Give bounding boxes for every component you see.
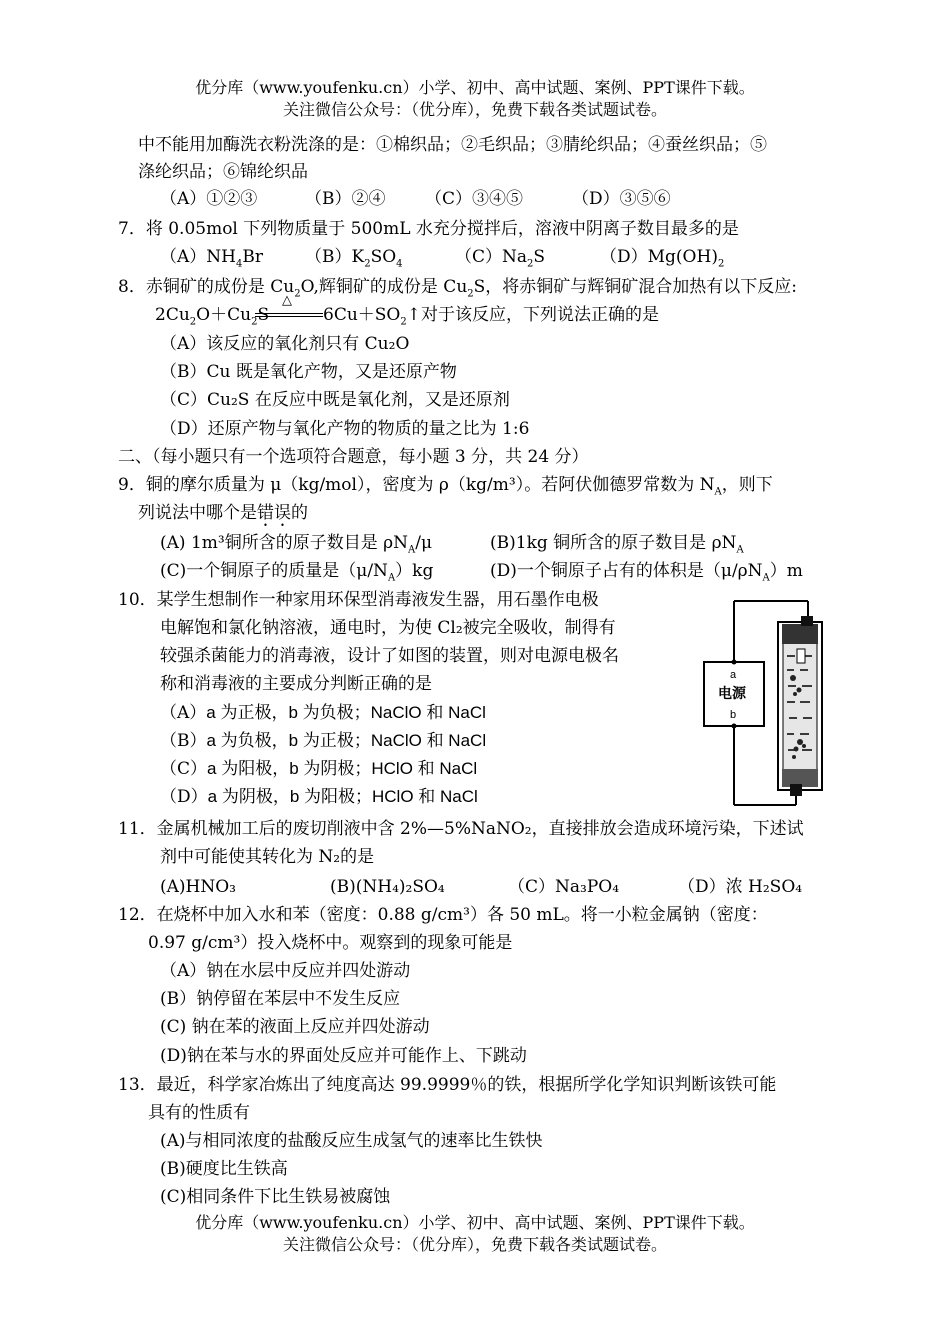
terminal-b-label: b <box>730 709 737 721</box>
q10-option-c: （C）a 为阳极，b 为阴极；HClO 和 NaCl <box>160 759 478 779</box>
q12-option-d: (D)钠在苯与水的界面处反应并可能作上、下跳动 <box>160 1046 527 1066</box>
q11-option-d: （D）浓 H₂SO₄ <box>678 877 803 897</box>
q11-stem-line1: 11．金属机械加工后的废切削液中含 2%—5%NaNO₂，直接排放会造成环境污染，下述试 <box>118 819 804 839</box>
q8-stem: 8．赤铜矿的成份是 $Cu_2O$,辉铜矿的成份是 $Cu_2S$，将赤铜矿与辉铜矿混合加热有以下反应: <box>118 277 798 300</box>
terminal-a-dot <box>732 660 737 665</box>
q10-stem-line1: 10．某学生想制作一种家用环保型消毒液发生器，用石墨作电极 <box>118 590 599 610</box>
header-line-2: 关注微信公众号：（优分库），免费下载各类试题试卷。 <box>282 100 667 119</box>
q11-stem-line2: 剂中可能使其转化为 N₂的是 <box>160 847 375 867</box>
q10-stem-line3: 较强杀菌能力的消毒液，设计了如图的装置，则对电源电极名 <box>160 646 619 666</box>
q13-option-b: (B)硬度比生铁高 <box>160 1159 288 1179</box>
q9-stem-line2: 列说法中哪个是错误的 <box>138 503 308 523</box>
q6-option-c: （C）③④⑤ <box>425 189 524 209</box>
terminal-b-dot <box>732 724 737 729</box>
q6-option-d: （D）③⑤⑥ <box>572 189 671 209</box>
q10-stem-line2: 电解饱和氯化钠溶液，通电时，为使 Cl₂被完全吸收，制得有 <box>160 618 616 638</box>
q13-stem-line1: 13．最近，科学家冶炼出了纯度高达 99.9999％的铁，根据所学化学知识判断该铁可能 <box>118 1075 777 1095</box>
q9-stem-line1: 9．铜的摩尔质量为 μ（kg/mol），密度为 ρ（kg/m³）。若阿伏伽德罗常数为 $N_A$，则下 <box>118 475 773 498</box>
q13-option-a: (A)与相同浓度的盐酸反应生成氢气的速率比生铁快 <box>160 1131 543 1151</box>
q8-equation-left: $2Cu_2O+Cu_2S$ <box>155 305 270 328</box>
section-2-heading: 二、（每小题只有一个选项符合题意，每小题 3 分，共 24 分） <box>118 447 589 467</box>
q10-option-a: （A）a 为正极，b 为负极；NaClO 和 NaCl <box>160 703 486 723</box>
q10-stem-line4: 称和消毒液的主要成分判断正确的是 <box>160 674 432 694</box>
q7-option-c: $(C)Na_2S$ <box>455 247 546 270</box>
terminal-a-label: a <box>730 669 737 681</box>
q8-option-c: （C）Cu₂S 在反应中既是氧化剂，又是还原剂 <box>160 390 510 410</box>
power-source-label: 电源 <box>718 685 746 701</box>
header-line-1: 优分库（www.youfenku.cn）小学、初中、高中试题、案例、PPT课件下载。 <box>195 78 755 97</box>
q7-option-d: $(D)Mg(OH)_2$ <box>600 247 725 270</box>
q6-stem-line1: 中不能用加酶洗衣粉洗涤的是：①棉织品；②毛织品；③腈纶织品；④蚕丝织品；⑤ <box>138 135 767 155</box>
footer-line-2: 关注微信公众号：（优分库），免费下载各类试题试卷。 <box>282 1235 667 1254</box>
q9-option-a: (A) 1m³铜所含的原子数目是 $\rho N_A/\mu$ <box>160 533 432 556</box>
q11-option-b: (B)(NH₄)₂SO₄ <box>330 877 445 897</box>
q8-option-b: （B）Cu 既是氧化产物，又是还原产物 <box>160 362 457 382</box>
q10-option-d: （D）a 为阴极，b 为阳极；HClO 和 NaCl <box>160 787 478 807</box>
q9-option-b: (B)1kg 铜所含的原子数目是 $\rho N_A$ <box>490 533 744 556</box>
heat-triangle-icon: △ <box>282 293 292 308</box>
q13-option-c: (C)相同条件下比生铁易被腐蚀 <box>160 1187 391 1207</box>
bottom-electrode <box>790 784 802 796</box>
q7-option-b: $(B)K_2SO_4$ <box>305 247 403 270</box>
q7-option-a: $(A)NH_4Br$ <box>160 247 263 270</box>
footer-line-1: 优分库（www.youfenku.cn）小学、初中、高中试题、案例、PPT课件下载。 <box>195 1213 755 1232</box>
q8-option-a: （A）该反应的氧化剂只有 Cu₂O <box>160 334 410 354</box>
top-stopper <box>782 624 818 644</box>
q12-option-b: (B）钠停留在苯层中不发生反应 <box>160 989 401 1009</box>
q6-option-b: （B）②④ <box>305 189 386 209</box>
q10-option-b: （B）a 为负极，b 为正极；NaClO 和 NaCl <box>160 731 487 751</box>
q9-option-c: (C)一个铜原子的质量是$(\mu/N_A)kg$ <box>160 561 434 584</box>
q11-option-c: （C）Na₃PO₄ <box>508 877 620 897</box>
q13-stem-line2: 具有的性质有 <box>148 1103 250 1123</box>
q6-option-a: （A）①②③ <box>160 189 258 209</box>
q8-option-d: （D）还原产物与氧化产物的物质的量之比为 1:6 <box>160 419 530 439</box>
q7-stem: 7．将 0.05mol 下列物质量于 500mL 水充分搅拌后，溶液中阴离子数目最多的是 <box>118 219 739 239</box>
q12-option-c: (C) 钠在苯的液面上反应并四处游动 <box>160 1017 430 1037</box>
q12-option-a: （A）钠在水层中反应并四处游动 <box>160 961 411 981</box>
q6-stem-line2: 涤纶织品；⑥锦纶织品 <box>138 162 308 182</box>
upper-electrode-rod <box>797 649 805 663</box>
q12-stem-line1: 12．在烧杯中加入水和苯（密度：0.88 g/cm³）各 50 mL。将一小粒金属钠（密度： <box>118 905 768 925</box>
q9-option-d: (D)一个铜原子占有的体积是$(\mu/\rho N_A)m$ <box>490 561 803 584</box>
q11-option-a: (A)HNO₃ <box>160 877 236 897</box>
q8-equation-right: $6Cu+SO_2↑$对于该反应，下列说法正确的是 <box>323 305 659 328</box>
top-electrode <box>801 616 813 626</box>
q12-stem-line2: 0.97 g/cm³）投入烧杯中。观察到的现象可能是 <box>148 933 513 953</box>
electrolysis-apparatus-diagram <box>696 594 846 816</box>
